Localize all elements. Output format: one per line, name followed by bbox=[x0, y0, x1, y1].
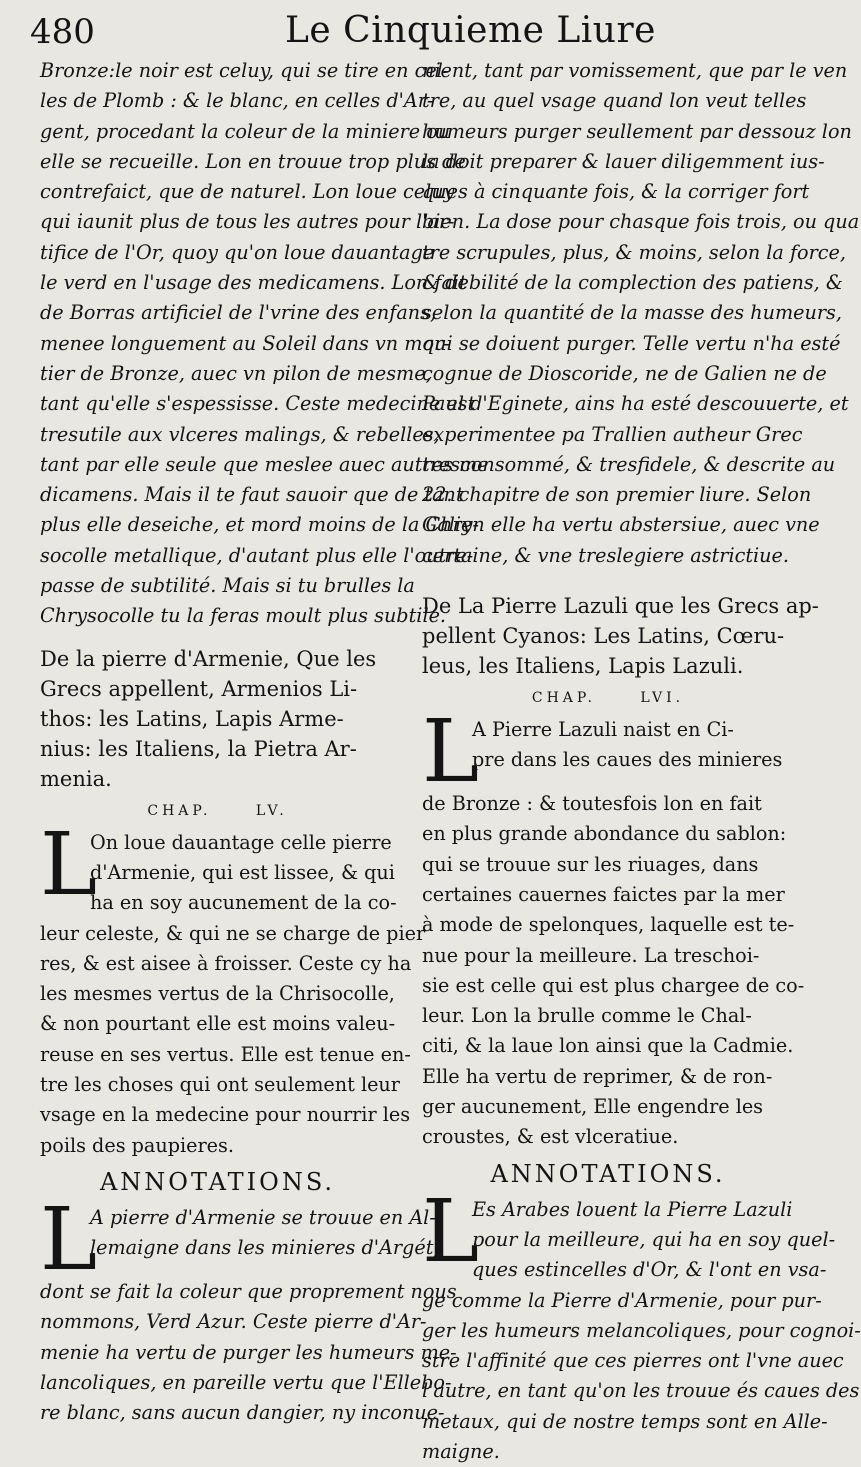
annotations-heading-left: ANNOTATIONS. bbox=[40, 1161, 395, 1203]
text-line: tresconsommé, & tresfidele, & descrite au bbox=[422, 450, 794, 480]
chapter-56-title bbox=[422, 591, 794, 681]
right-continuation bbox=[422, 56, 794, 571]
text-line: leus, les Italiens, Lapis Lazuli. bbox=[422, 651, 794, 681]
text-line: nommons, Verd Azur. Ceste pierre d'Ar- bbox=[40, 1307, 395, 1337]
text-line: De la pierre d'Armenie, Que les bbox=[40, 644, 395, 674]
right-column bbox=[422, 56, 794, 1467]
text-line: selon la quantité de la masse des humeurs, bbox=[422, 298, 794, 328]
page-number: 480 bbox=[30, 12, 95, 52]
text-line: contrefaict, que de naturel. Lon loue celuy bbox=[40, 177, 395, 207]
text-line: sie est celle qui est plus chargee de co- bbox=[422, 971, 794, 1001]
chapter-55-indented-lines bbox=[40, 828, 395, 919]
annotations-right-indented-lines bbox=[422, 1195, 794, 1286]
text-line: nient, tant par vomissement, que par le ven bbox=[422, 56, 794, 86]
text-line: nius: les Italiens, la Pietra Ar- bbox=[40, 734, 395, 764]
drop-cap: L bbox=[40, 1203, 90, 1277]
text-line: stre l'affinité que ces pierres ont l'vne auec bbox=[422, 1346, 794, 1376]
text-line: certaine, & vne treslegiere astrictiue. bbox=[422, 541, 794, 571]
text-line: A pierre d'Armenie se trouue en Al- bbox=[40, 1203, 395, 1233]
text-line: croustes, & est vlceratiue. bbox=[422, 1122, 794, 1152]
text-line: On loue dauantage celle pierre bbox=[40, 828, 395, 858]
text-line: tant par elle seule que meslee auec autres me bbox=[40, 450, 395, 480]
text-line: menia. bbox=[40, 764, 395, 794]
text-line: lancoliques, en pareille vertu que l'Ellebo- bbox=[40, 1368, 395, 1398]
text-line: dicamens. Mais il te faut sauoir que de tant bbox=[40, 480, 395, 510]
text-line: 22. chapitre de son premier liure. Selon bbox=[422, 480, 794, 510]
text-line: res, & est aisee à froisser. Ceste cy ha bbox=[40, 949, 395, 979]
text-line: bien. La dose pour chasque fois trois, ou qua bbox=[422, 207, 794, 237]
text-line: tre, au quel vsage quand lon veut telles bbox=[422, 86, 794, 116]
text-line: de Borras artificiel de l'vrine des enfans, bbox=[40, 298, 395, 328]
text-line: socolle metallique, d'autant plus elle l'outre- bbox=[40, 541, 395, 571]
text-line: d'Armenie, qui est lissee, & qui bbox=[40, 858, 395, 888]
text-line: pour la meilleure, qui ha en soy quel- bbox=[422, 1225, 794, 1255]
text-line: experimentee pa Trallien autheur Grec bbox=[422, 420, 794, 450]
text-line: passe de subtilité. Mais si tu brulles la bbox=[40, 571, 395, 601]
text-line: leur celeste, & qui ne se charge de pier bbox=[40, 919, 395, 949]
text-line: Bronze:le noir est celuy, qui se tire en cel- bbox=[40, 56, 395, 86]
chapter-56-body bbox=[422, 715, 794, 1153]
text-line: l'autre, en tant qu'on les trouue és caues des bbox=[422, 1376, 794, 1406]
annotations-left-text bbox=[40, 1277, 395, 1428]
chapter-56-text bbox=[422, 789, 794, 1153]
drop-cap: L bbox=[422, 715, 472, 789]
text-line: & debilité de la complection des patiens, & bbox=[422, 268, 794, 298]
text-line: & non pourtant elle est moins valeu- bbox=[40, 1009, 395, 1039]
annotations-right-body bbox=[422, 1195, 794, 1467]
chapter-label: CHAP. bbox=[532, 690, 596, 706]
text-line: Grecs appellent, Armenios Li- bbox=[40, 674, 395, 704]
running-title: Le Cinquieme Liure bbox=[285, 10, 656, 51]
chapter-number: LV. bbox=[256, 803, 288, 819]
text-line: qui se doiuent purger. Telle vertu n'ha esté bbox=[422, 329, 794, 359]
text-line: en plus grande abondance du sablon: bbox=[422, 819, 794, 849]
chapter-number: LVI. bbox=[640, 690, 684, 706]
text-line: qui se trouue sur les riuages, dans bbox=[422, 850, 794, 880]
text-line: à mode de spelonques, laquelle est te- bbox=[422, 910, 794, 940]
text-line: gent, procedant la coleur de la miniere ou bbox=[40, 117, 395, 147]
annotations-heading-right: ANNOTATIONS. bbox=[422, 1153, 794, 1195]
text-line: Elle ha vertu de reprimer, & de ron- bbox=[422, 1062, 794, 1092]
text-line: tier de Bronze, auec vn pilon de mesme, bbox=[40, 359, 395, 389]
text-line: citi, & la laue lon ainsi que la Cadmie. bbox=[422, 1031, 794, 1061]
text-line: tre scrupules, plus, & moins, selon la force, bbox=[422, 238, 794, 268]
text-line: nue pour la meilleure. La treschoi- bbox=[422, 941, 794, 971]
text-line: de Bronze : & toutesfois lon en fait bbox=[422, 789, 794, 819]
annotations-left-indented-lines bbox=[40, 1203, 395, 1264]
text-line: pre dans les caues des minieres bbox=[422, 745, 794, 775]
text-line: cognue de Dioscoride, ne de Galien ne de bbox=[422, 359, 794, 389]
text-line: vsage en la medecine pour nourrir les bbox=[40, 1100, 395, 1130]
text-line: les de Plomb : & le blanc, en celles d'Ar- bbox=[40, 86, 395, 116]
drop-cap: L bbox=[422, 1195, 472, 1269]
text-line: la doit preparer & lauer diligemment ius- bbox=[422, 147, 794, 177]
text-line: qui iaunit plus de tous les autres pour l'ar- bbox=[40, 207, 395, 237]
text-line: le verd en l'usage des medicamens. Lon fait bbox=[40, 268, 395, 298]
text-line: tifice de l'Or, quoy qu'on loue dauantage bbox=[40, 238, 395, 268]
text-line: certaines cauernes faictes par la mer bbox=[422, 880, 794, 910]
annotations-right-text bbox=[422, 1286, 794, 1467]
chapter-55-text bbox=[40, 919, 395, 1161]
chapter-55-title bbox=[40, 644, 395, 794]
text-line: metaux, qui de nostre temps sont en Alle- bbox=[422, 1407, 794, 1437]
text-line: ques à cinquante fois, & la corriger fort bbox=[422, 177, 794, 207]
text-line: ger les humeurs melancoliques, pour cognoi- bbox=[422, 1316, 794, 1346]
text-line: tre les choses qui ont seulement leur bbox=[40, 1070, 395, 1100]
left-continuation bbox=[40, 56, 395, 632]
text-line: lemaigne dans les minieres d'Argét, bbox=[40, 1233, 395, 1263]
text-line: tresutile aux vlceres malings, & rebelles, bbox=[40, 420, 395, 450]
text-line: plus elle deseiche, et mord moins de la Chry- bbox=[40, 510, 395, 540]
text-line: ques estincelles d'Or, & l'ont en vsa- bbox=[422, 1255, 794, 1285]
annotations-left-body bbox=[40, 1203, 395, 1428]
text-line: les mesmes vertus de la Chrisocolle, bbox=[40, 979, 395, 1009]
drop-cap: L bbox=[40, 828, 90, 902]
left-column bbox=[40, 56, 395, 1428]
text-line: maigne. bbox=[422, 1437, 794, 1467]
text-line: re blanc, sans aucun dangier, ny inconue- bbox=[40, 1398, 395, 1428]
text-line: menie ha vertu de purger les humeurs me- bbox=[40, 1338, 395, 1368]
text-line: ge comme la Pierre d'Armenie, pour pur- bbox=[422, 1286, 794, 1316]
text-line: Es Arabes louent la Pierre Lazuli bbox=[422, 1195, 794, 1225]
chapter-55-body bbox=[40, 828, 395, 1161]
text-line: A Pierre Lazuli naist en Ci- bbox=[422, 715, 794, 745]
text-line: reuse en ses vertus. Elle est tenue en- bbox=[40, 1040, 395, 1070]
text-line: ger aucunement, Elle engendre les bbox=[422, 1092, 794, 1122]
text-line: Galien elle ha vertu abstersiue, auec vne bbox=[422, 510, 794, 540]
text-line: menee longuement au Soleil dans vn mor- bbox=[40, 329, 395, 359]
text-line: ha en soy aucunement de la co- bbox=[40, 888, 395, 918]
text-line: tant qu'elle s'espessisse. Ceste medecine est bbox=[40, 389, 395, 419]
text-line: thos: les Latins, Lapis Arme- bbox=[40, 704, 395, 734]
text-line: De La Pierre Lazuli que les Grecs ap- bbox=[422, 591, 794, 621]
chapter-label: CHAP. bbox=[147, 803, 211, 819]
text-line: Chrysocolle tu la feras moult plus subtile. bbox=[40, 601, 395, 631]
text-line: humeurs purger seullement par dessouz lon bbox=[422, 117, 794, 147]
text-line: dont se fait la coleur que proprement nous bbox=[40, 1277, 395, 1307]
text-line: pellent Cyanos: Les Latins, Cœru- bbox=[422, 621, 794, 651]
chapter-56-indented-lines bbox=[422, 715, 794, 776]
text-line: leur. Lon la brulle comme le Chal- bbox=[422, 1001, 794, 1031]
text-line: Paul d'Eginete, ains ha esté descouuerte, et bbox=[422, 389, 794, 419]
text-line: elle se recueille. Lon en trouue trop plus de bbox=[40, 147, 395, 177]
text-line: poils des paupieres. bbox=[40, 1131, 395, 1161]
